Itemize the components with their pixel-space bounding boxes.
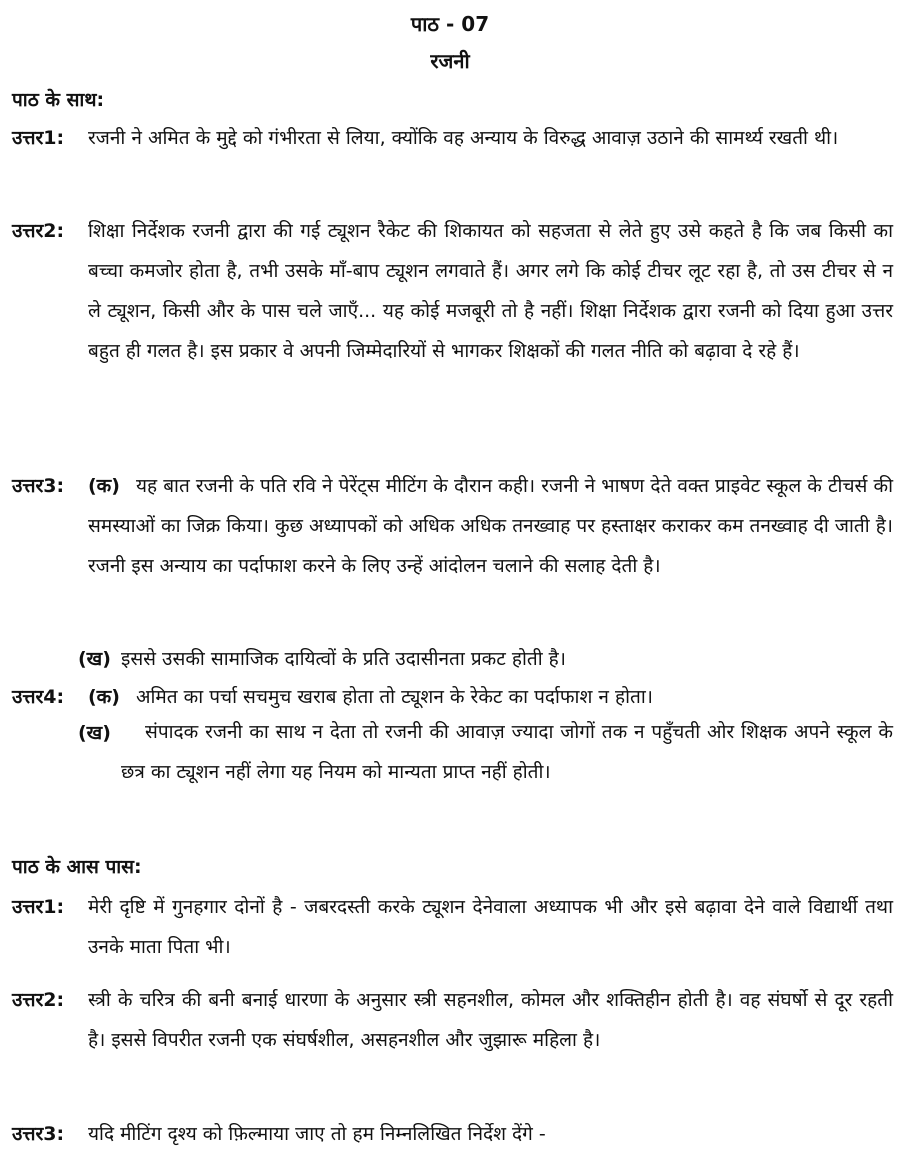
answer-3-k-label: (क) xyxy=(88,475,120,497)
section2-answer-1-label: उत्तर1: xyxy=(12,896,65,918)
answer-4-k-text: अमित का पर्चा सचमुच खराब होता तो ट्यूशन के रेकेट का पर्दाफाश न होता। xyxy=(136,686,653,708)
answer-1-text: रजनी ने अमित के मुद्दे को गंभीरता से लिया, क्योंकि वह अन्याय के विरुद्ध आवाज़ उठाने की सामर्थ्य रखती थी। xyxy=(88,127,839,149)
answer-3-label: उत्तर3: xyxy=(12,475,65,497)
answer-4-kh-label: (ख) xyxy=(78,722,111,744)
answer-3-k-text: यह बात रजनी के पति रवि ने पेरेंट्स मीटिंग के दौरान कही। रजनी ने भाषण देते वक्त प्राइवेट स्कूल के टीचर्स की समस्याओं का जिक्र किया। कुछ अध्यापकों को अधिक अधिक तनख्वाह पर हस्ताक्षर कराकर कम तनख्वाह दी जाती है। रजनी इस अन्याय का पर्दाफाश करने के लिए उन्हें आंदोलन चलाने की सलाह देती है। xyxy=(88,475,893,577)
answer-4-label: उत्तर4: xyxy=(12,686,65,708)
answer-3-kh-label: (ख) xyxy=(78,648,111,670)
section2-answer-2-label: उत्तर2: xyxy=(12,989,65,1011)
answer-3-kh-text: इससे उसकी सामाजिक दायित्वों के प्रति उदासीनता प्रकट होती है। xyxy=(121,648,566,670)
section-title-path-ke-aas-paas: पाठ के आस पास: xyxy=(12,856,142,878)
section2-answer-1-text: मेरी दृष्टि में गुनहगार दोनों है - जबरदस्ती करके ट्यूशन देनेवाला अध्यापक भी और इसे बढ़ावा देने वाले विद्यार्थी तथा उनके माता पिता भी। xyxy=(88,896,893,958)
section2-answer-2-text: स्त्री के चरित्र की बनी बनाई धारणा के अनुसार स्त्री सहनशील, कोमल और शक्तिहीन होती है। वह संघर्षो से दूर रहती है। इससे विपरीत रजनी एक संघर्षशील, असहनशील और जुझारू महिला है। xyxy=(88,989,893,1051)
answer-4-k-label: (क) xyxy=(88,686,120,708)
section2-answer-3-label: उत्तर3: xyxy=(12,1123,65,1145)
answer-2-text: शिक्षा निर्देशक रजनी द्वारा की गई ट्यूशन रैकेट की शिकायत को सहजता से लेते हुए उसे कहते है कि जब किसी का बच्चा कमजोर होता है, तभी उसके माँ-बाप ट्यूशन लगवाते हैं। अगर लगे कि कोई टीचर लूट रहा है, तो उस टीचर से न ले ट्यूशन, किसी और के पास चले जाएँ... यह कोई मजबूरी तो है नहीं। शिक्षा निर्देशक द्वारा रजनी को दिया हुआ उत्तर बहुत ही गलत है। इस प्रकार वे अपनी जिम्मेदारियों से भागकर शिक्षकों की गलत नीति को बढ़ावा दे रहे हैं। xyxy=(88,220,893,362)
answer-1-label: उत्तर1: xyxy=(12,127,65,149)
answer-4-kh-text: संपादक रजनी का साथ न देता तो रजनी की आवाज़ ज्यादा जोगों तक न पहुँचती ओर शिक्षक अपने स्कूल के छत्र का ट्यूशन नहीं लेगा यह नियम को मान्यता प्राप्त नहीं होती। xyxy=(121,721,893,783)
lesson-title: रजनी xyxy=(430,49,470,73)
section-title-path-ke-saath: पाठ के साथ: xyxy=(12,89,105,111)
section2-answer-3-text: यदि मीटिंग दृश्य को फ़िल्माया जाए तो हम निम्नलिखित निर्देश देंगे - xyxy=(88,1123,546,1145)
answer-2-label: उत्तर2: xyxy=(12,220,65,242)
lesson-number: पाठ - 07 xyxy=(410,12,490,36)
